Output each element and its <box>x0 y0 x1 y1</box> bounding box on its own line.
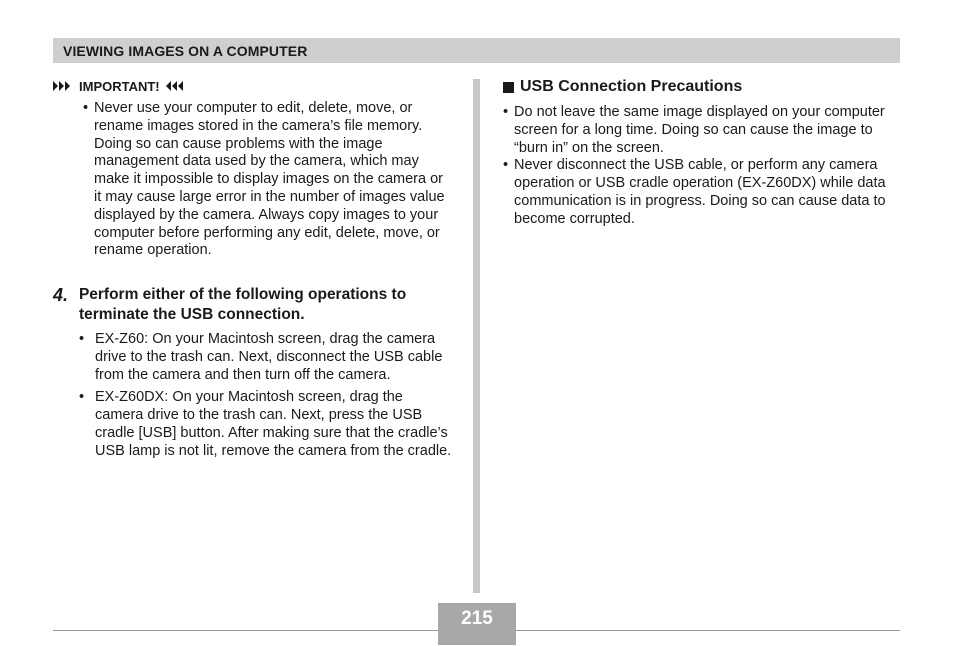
step-number: 4. <box>53 285 69 305</box>
section-header-bar <box>53 38 900 63</box>
step-options-list <box>79 331 454 466</box>
step-4 <box>53 285 463 325</box>
important-notice-heading <box>53 78 186 94</box>
usb-precautions-list <box>503 104 903 229</box>
column-divider <box>473 79 480 593</box>
left-arrows-icon <box>166 80 186 92</box>
list-item: • EX-Z60: On your Macintosh screen, drag the camera drive to the trash can. Next, disconnect the USB cable from the camera and then turn off the camera. <box>79 331 454 384</box>
right-arrows-icon <box>53 80 73 92</box>
list-item: • Do not leave the same image displayed on your computer screen for a long time. Doing so can cause the image to “burn in” on the screen. <box>503 104 903 157</box>
page-number: 215 <box>461 608 493 629</box>
list-item: • Never use your computer to edit, delete, move, or rename images stored in the camera’s file memory. Doing so can cause problems with the image management data used by the camera, which may make it impossible to display images on the camera or it may cause large error in the number of images value displayed by the camera. Always copy images to your computer before performing any edit, delete, move, or rename operation. <box>83 100 453 260</box>
list-item: • EX-Z60DX: On your Macintosh screen, drag the camera drive to the trash can. Next, press the USB cradle [USB] button. After making sure that the cradle’s USB lamp is not lit, remove the camera from the cradle. <box>79 389 454 460</box>
page-number-box <box>438 603 516 645</box>
section-title: VIEWING IMAGES ON A COMPUTER <box>63 43 308 59</box>
important-notice-body <box>83 100 453 260</box>
square-bullet-icon <box>503 82 514 93</box>
list-item: • Never disconnect the USB cable, or perform any camera operation or USB cradle operation (EX-Z60DX) while data communication is in progress. Doing so can cause data to become corrupted. <box>503 157 903 228</box>
step-instruction: Perform either of the following operations to terminate the USB connection. <box>78 286 407 323</box>
usb-precautions-title: USB Connection Precautions <box>520 78 743 95</box>
important-label: IMPORTANT! <box>79 78 160 94</box>
usb-precautions-heading <box>503 78 742 96</box>
